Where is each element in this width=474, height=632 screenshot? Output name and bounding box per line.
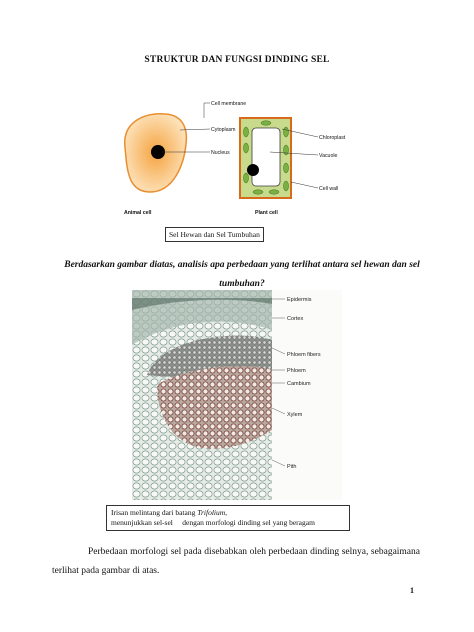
label-cytoplasm: Cytoplasm xyxy=(211,127,236,133)
figure2-caption-line1: Irisan melintang dari batang Trifolium, xyxy=(111,508,228,517)
label-animal-cell: Animal cell xyxy=(124,210,152,216)
label-plant-cell: Plant cell xyxy=(255,210,278,216)
label-xylem: Xylem xyxy=(287,412,303,418)
label-pith: Pith xyxy=(287,464,297,470)
plant-nucleus xyxy=(247,164,259,176)
stem-micrograph xyxy=(132,290,342,500)
plant-vacuole xyxy=(252,128,280,186)
figure2-caption-line2: menunjukkan sel-sel dengan morfologi dinding sel yang beragam xyxy=(111,518,315,527)
label-cortex: Cortex xyxy=(287,316,304,322)
label-epidermis: Epidermis xyxy=(287,297,312,303)
label-cell-membrane: Cell membrane xyxy=(211,101,247,107)
document-title: STRUKTUR DAN FUNGSI DINDING SEL xyxy=(144,55,330,65)
label-phloem: Phloem xyxy=(287,368,306,374)
page-number: 1 xyxy=(410,586,414,595)
label-cell-wall: Cell wall xyxy=(319,186,339,192)
label-cambium: Cambium xyxy=(287,381,311,387)
label-nucleus: Nucleus xyxy=(211,150,230,156)
label-vacuole: Vacuole xyxy=(319,153,338,159)
body-paragraph: Perbedaan morfologi sel pada disebabkan oleh perbedaan dinding selnya, sebagaimana terlihat pada gambar di atas. xyxy=(52,547,420,576)
micrograph-image xyxy=(132,290,342,500)
figure1-caption: Sel Hewan dan Sel Tumbuhan xyxy=(165,227,264,242)
label-phloem-fibers: Phloem fibers xyxy=(287,352,321,358)
figure2-caption xyxy=(106,505,350,531)
label-chloroplast: Chloroplast xyxy=(319,135,346,141)
cell-diagram xyxy=(110,92,360,222)
question-text: Berdasarkan gambar diatas, analisis apa perbedaan yang terlihat antara sel hewan dan sel tumbuhan? xyxy=(64,260,420,289)
